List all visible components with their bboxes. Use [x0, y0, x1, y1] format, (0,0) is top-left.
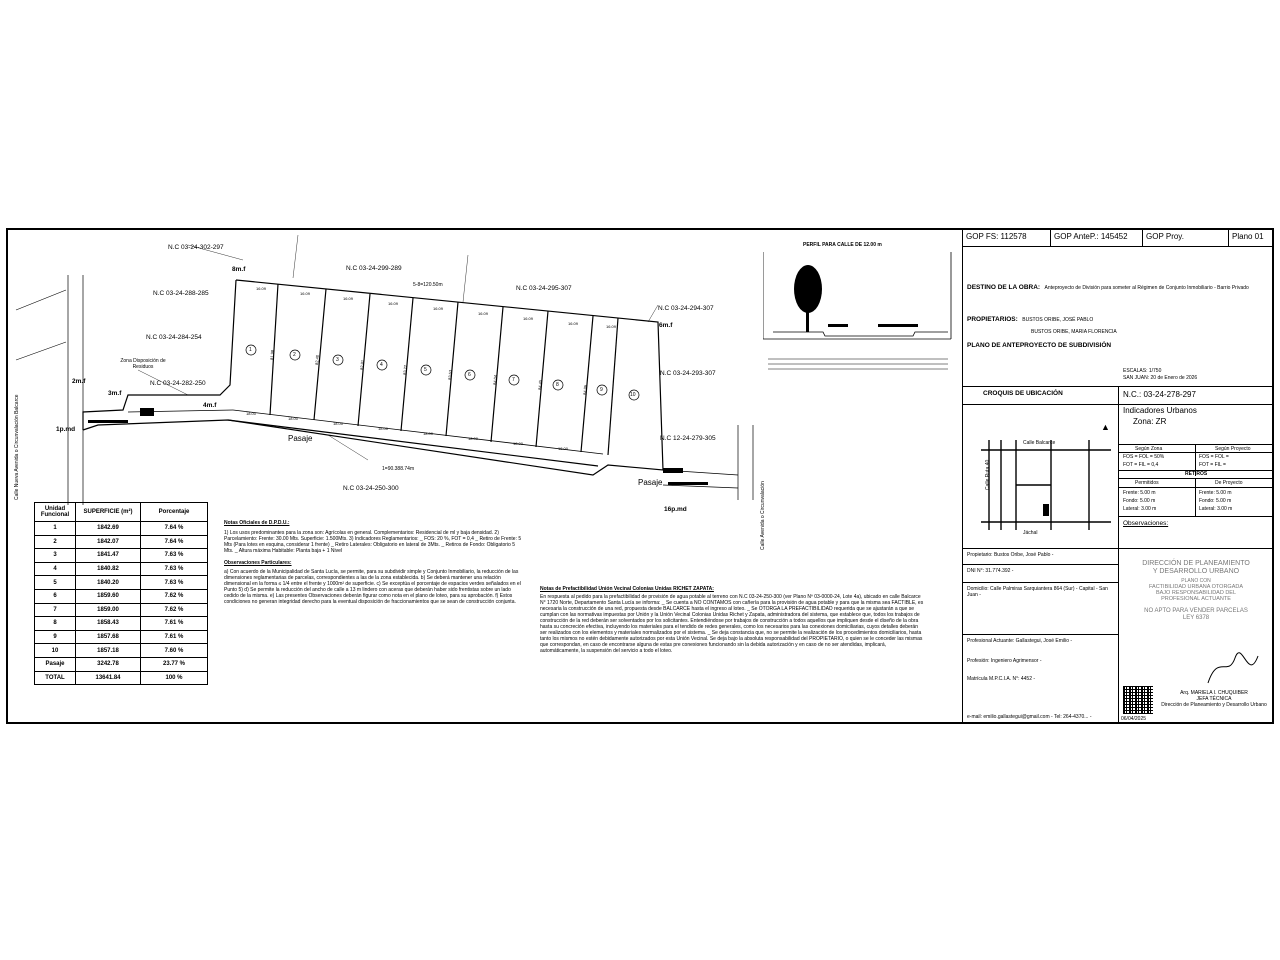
plano-number: Plano 01 [1232, 232, 1264, 241]
notas-dpdu-title: Notas Oficiales de D.P.D.U.: [224, 520, 290, 526]
destino-obra [967, 276, 1267, 294]
nc-top-label: N.C 03-24-302-297 [168, 244, 224, 251]
profesion-line: Profesión: Ingeniero Agrimensor - [967, 658, 1042, 664]
plano-title: PLANO DE ANTEPROYECTO DE SUBDIVISIÓN [967, 342, 1112, 349]
zona-disposicion-label: Zona Disposición de Residuos [120, 358, 166, 370]
table-row [35, 617, 208, 631]
table-cell: 1859.00 [76, 603, 141, 617]
notas-factibilidad-title: Notas de Prefactibilidad Unión Vecinal Colonias Unidas RICHET ZAPATA: [540, 586, 714, 592]
table-cell: 1 [35, 522, 76, 536]
table-row [35, 630, 208, 644]
destino-text: Anteproyecto de División para someter al Régimen de Conjunto Inmobiliario - Barrio Privado [1044, 285, 1249, 291]
lot-2: 2 [293, 352, 296, 358]
table-row [35, 562, 208, 576]
direccion-line-2: Y DESARROLLO URBANO [1152, 568, 1240, 575]
table-cell: 7.61 % [141, 617, 208, 631]
perm-lateral: Lateral: 3.00 m [1123, 506, 1157, 512]
table-cell: 1842.69 [76, 522, 141, 536]
svg-text:16.09: 16.09 [568, 321, 579, 326]
title-block [962, 230, 1274, 724]
propietario-1: BUSTOS ORIBE, JOSÉ PABLO [1022, 317, 1094, 323]
table-row [35, 657, 208, 671]
svg-text:16.09: 16.09 [343, 296, 354, 301]
table-cell: Pasaje [35, 657, 76, 671]
proy-lateral: Lateral: 3.00 m [1199, 506, 1233, 512]
lot-3: 3 [336, 357, 339, 363]
lot-9: 9 [600, 387, 603, 393]
segun-proyecto: Según Proyecto [1215, 446, 1251, 452]
lot-10: 10 [630, 392, 636, 398]
table-row [35, 535, 208, 549]
table-cell: 1840.82 [76, 562, 141, 576]
superficie-table [34, 502, 208, 685]
header-unidad: Unidad Funcional [35, 503, 76, 522]
zona-fot: FOT = FIL = 0,4 [1123, 462, 1159, 468]
street-3: Jáchal [1023, 530, 1038, 536]
table-cell: 7.64 % [141, 522, 208, 536]
table-row [35, 522, 208, 536]
svg-text:18.00: 18.00 [288, 416, 299, 421]
svg-text:83.63: 83.63 [447, 369, 453, 381]
lot-1: 1 [249, 347, 252, 353]
notas-factibilidad [540, 586, 926, 654]
length-label-2: 5-8=120.50m [413, 282, 443, 288]
table-cell: 13641.84 [76, 671, 141, 685]
table-cell: 23.77 % [141, 657, 208, 671]
table-row [35, 549, 208, 563]
propietarios-label: PROPIETARIOS: [967, 316, 1018, 323]
firma-name: Arq. MARIELA I. CHUQUIBER [1180, 690, 1248, 696]
proy-fondo: Fondo: 5.00 m [1199, 498, 1232, 504]
perm-fondo: Fondo: 5.00 m [1123, 498, 1156, 504]
svg-text:82.40: 82.40 [314, 354, 320, 366]
de-proyecto: De Proyecto [1215, 480, 1243, 486]
firma-role: JEFA TÉCNICA [1196, 696, 1232, 702]
direccion-line-7: NO APTO PARA VENDER PARCELAS [1144, 608, 1248, 614]
svg-text:82.81: 82.81 [359, 359, 365, 371]
domicilio-line: Domicilio: Calle Palmiras Sarquiantera 864 (Sur) - Capital - San Juan - [967, 586, 1108, 598]
notas-dpdu-text: 1) Los usos predominantes para la zona son: Agrícolas en general. Complementarios: Residencial de ml y baja densidad. 2) Parcelamiento: Frente: 30.00 Mts. Superficie: 1.500Mts. 3) Indicadores Reglamentarios: _ FOS: 20 %, FOT = 0,4 _ Retiro de Frente: 5 Mts (Para lotes en esquina, considerar 1 frente) _ Retiro Laterales: Obligatorio en lateral de 3Mts. _ Retiros de Fondo: Obligatorio 5 Mts. _ Altura máxima Habitable: Planta baja + 1 Nivel [224, 530, 522, 554]
svg-text:84.04: 84.04 [492, 374, 498, 386]
pasaje-label-2: Pasaje [638, 478, 663, 487]
lot-4: 4 [380, 362, 383, 368]
qr-code-icon [1123, 686, 1153, 714]
header-superficie: SUPERFICIE (m²) [76, 503, 141, 522]
table-cell: 1859.60 [76, 589, 141, 603]
proy-fos: FOS = FOL = [1199, 454, 1229, 460]
signature-drawing [1203, 648, 1263, 688]
table-cell: 6 [35, 589, 76, 603]
nc-label-1: N.C 03-24-299-289 [346, 265, 402, 272]
direccion-line-3: PLANO CON [1181, 578, 1211, 584]
zona: Zona: ZR [1133, 417, 1167, 426]
table-cell: 7.62 % [141, 603, 208, 617]
table-row [35, 589, 208, 603]
lot-6: 6 [468, 372, 471, 378]
table-cell: 1858.43 [76, 617, 141, 631]
nc-bottom-label: N.C 03-24-250-300 [343, 485, 399, 492]
table-cell: 10 [35, 644, 76, 658]
matricula-line: Matrícula M.P.C.I.A. N°: 4452 - [967, 676, 1036, 682]
gop-proy: GOP Proy. [1143, 230, 1229, 246]
gop-antep: GOP AnteP.: 145452 [1051, 230, 1143, 246]
nc-label-3: N.C 03-24-295-307 [516, 285, 572, 292]
table-row [35, 603, 208, 617]
observaciones-title: Observaciones Particulares: [224, 560, 292, 566]
table-cell: 7.61 % [141, 630, 208, 644]
profesional-line: Profesional Actuante: Gallastegui, José Emilio - [967, 638, 1073, 644]
propietario-2: BUSTOS ORIBE, MARIA FLORENCIA [1031, 329, 1117, 335]
svg-text:84.86: 84.86 [582, 384, 588, 396]
nc-number: N.C.: 03-24-278-297 [1123, 390, 1196, 399]
direccion-line-8: LEY 6378 [1182, 615, 1210, 621]
lot-5: 5 [424, 367, 427, 373]
calle-right-label: Calle Avenida o Circunvalación [760, 481, 766, 550]
table-cell: 3242.78 [76, 657, 141, 671]
table-cell: 7.63 % [141, 576, 208, 590]
table-cell: 1857.18 [76, 644, 141, 658]
svg-text:81.98: 81.98 [269, 349, 275, 361]
table-cell: 2 [35, 535, 76, 549]
observaciones: Observaciones: [1123, 520, 1169, 527]
mf-6-label: 6m.f [659, 322, 673, 329]
fecha: SAN JUAN: 20 de Enero de 2026 [1123, 375, 1198, 381]
table-cell: 1857.68 [76, 630, 141, 644]
svg-text:16.09: 16.09 [523, 316, 534, 321]
notas-dpdu [224, 520, 524, 605]
table-cell: 5 [35, 576, 76, 590]
svg-text:18.00: 18.00 [468, 436, 479, 441]
dni-line: DNI N°: 31.774.392 - [967, 568, 1014, 574]
svg-text:18.00: 18.00 [558, 446, 569, 451]
plan-sheet [6, 228, 1274, 724]
pasaje-label-1: Pasaje [288, 434, 313, 443]
svg-text:16.09: 16.09 [388, 301, 399, 306]
svg-text:18.00: 18.00 [246, 411, 257, 416]
direccion-line-1: DIRECCIÓN DE PLANEAMIENTO [1142, 560, 1250, 567]
table-row [35, 576, 208, 590]
stamp-date: 06/04/2025 [1121, 716, 1147, 722]
table-cell: 7 [35, 603, 76, 617]
svg-text:18.00: 18.00 [513, 441, 524, 446]
mf-4-label: 4m.f [203, 402, 217, 409]
indicadores-title: Indicadores Urbanos [1123, 406, 1197, 415]
table-cell: 7.62 % [141, 589, 208, 603]
permitidos: Permitidos [1135, 480, 1159, 486]
table-cell: 1840.20 [76, 576, 141, 590]
svg-text:18.00: 18.00 [423, 431, 434, 436]
propietarios [967, 308, 1267, 335]
location-sketch [971, 430, 1113, 538]
md-1-label: 1p.md [56, 426, 76, 433]
segun-zona: Según Zona [1135, 446, 1163, 452]
table-row [35, 644, 208, 658]
perfil-title: PERFIL PARA CALLE DE 12.00 m [803, 242, 882, 248]
zona-fos: FOS = FOL = 50% [1123, 454, 1165, 460]
croquis-title: CROQUIS DE UBICACIÓN [983, 390, 1063, 397]
calle-left-label: Calle Nueva Avenida o Circunvalación Balcarce [14, 394, 20, 500]
table-cell: 7.63 % [141, 549, 208, 563]
email-line: e-mail: emilio.gallastegui@gmail.com - Tel: 264-4370... - [967, 714, 1092, 720]
north-arrow-icon: ▲ [1101, 422, 1110, 432]
svg-text:83.22: 83.22 [402, 364, 408, 376]
direccion-line-6: PROFESIONAL ACTUANTE [1161, 596, 1231, 602]
table-cell: 7.64 % [141, 535, 208, 549]
proy-fot: FOT = FIL = [1199, 462, 1226, 468]
table-cell: 8 [35, 617, 76, 631]
svg-text:16.09: 16.09 [300, 291, 311, 296]
perm-frente: Frente: 5.00 m [1123, 490, 1156, 496]
svg-text:18.00: 18.00 [333, 421, 344, 426]
table-header-row [35, 503, 208, 522]
firma-dept: Dirección de Planeamiento y Desarrollo Urbano [1161, 702, 1267, 708]
notas-factibilidad-text: En respuesta al pedido para la prefactibilidad de provisión de agua potable al terreno con N.C 03-24-250-300 (ver Plano Nº 03-0000-24, Lote 4a), ubicado en calle Balcarce N° 1720 Norte, Departamento Santa Lucía se informa: _ Se cuenta a NO CONTAMOS con cañería para la provisión de agua potable y para que la misma sea FACTIBLE, es necesaria la construcción de una red, propuesta desde BALCARCE hasta el ingreso al loteo. _ Se OTORGA LA PREFACTIBILIDAD requerida que se ajustarán a que se cumplan con las normativas impuestas por Unión y la Unión Vecinal Colonias Unidas Richet y Zapata, administradora del sistema, que establece que, todos los trabajos de construcción de la red deberán ser solventados por los solicitantes. Entendiéndose por trabajos de construcción a todos aquellos que impliquen desde el diseño de la obra hasta su concreción efectiva, incluyendo los materiales para el tendido de redes generales, como los necesarios para las conexiones domiciliarias, cuyos detalles deberán ser realizados con los elementos y materiales normalizados por el sistema. _ Se deja constancia que, no se permite la realización de los procedimientos domiciliarios, hasta tanto los mismos no estén debidamente autorizados por esta Unión Vecinal. Se deja bajo la absoluta responsabilidad del PROPIETARIO, o quien se le conceder las mismas que correspondan, en caso de encontrarse alguna de estas pre conexiones funcionando sin la debida autorización y en caso de no ser atendidas, implicará, automáticamente, la suspensión del servicio a todo el loteo. [540, 594, 924, 654]
street-2: Calle Ruta 40 [985, 459, 991, 490]
nc-label-4: N.C 03-24-294-307 [658, 305, 714, 312]
escalas: ESCALAS: 1/750 [1123, 368, 1162, 374]
table-cell: 1841.47 [76, 549, 141, 563]
table-cell: 9 [35, 630, 76, 644]
svg-text:16.09: 16.09 [478, 311, 489, 316]
table-cell: 4 [35, 562, 76, 576]
svg-text:84.45: 84.45 [537, 379, 543, 391]
length-label-1: 1=90.388.74m [382, 466, 415, 472]
nc-label-2: N.C 03-24-288-285 [153, 290, 209, 297]
table-row [35, 671, 208, 685]
street-profile-drawing [763, 244, 958, 374]
nc-label-8: N.C 12-24-279-305 [660, 435, 716, 442]
destino-label: DESTINO DE LA OBRA: [967, 284, 1041, 291]
lot-7: 7 [512, 377, 515, 383]
nc-label-5: N.C 03-24-284-254 [146, 334, 202, 341]
nc-label-6: N.C 03-24-282-250 [150, 380, 206, 387]
svg-text:16.09: 16.09 [433, 306, 444, 311]
table-cell: 7.60 % [141, 644, 208, 658]
table-cell: TOTAL [35, 671, 76, 685]
mf-2-label: 2m.f [72, 378, 86, 385]
svg-text:18.00: 18.00 [378, 426, 389, 431]
header-porcentaje: Porcentaje [141, 503, 208, 522]
md-16-label: 16p.md [664, 506, 687, 513]
table-cell: 3 [35, 549, 76, 563]
street-1: Calle Balcarce [1023, 440, 1056, 446]
lot-8: 8 [556, 382, 559, 388]
gop-fs: GOP FS: 112578 [963, 230, 1051, 246]
table-cell: 7.63 % [141, 562, 208, 576]
direccion-block [1121, 560, 1271, 622]
svg-text:16.09: 16.09 [606, 324, 617, 329]
table-cell: 1842.07 [76, 535, 141, 549]
proy-frente: Frente: 5.00 m [1199, 490, 1232, 496]
svg-text:16.09: 16.09 [256, 286, 267, 291]
retiros: RETIROS [1185, 471, 1208, 477]
observaciones-text: a) Con acuerdo de la Municipalidad de Santa Lucía, se permite, para su subdividir simple y Conjunto Inmobiliario, la reducción de las dimensiones reglamentarias de parcelas, correspondientes a las de la zona establecida. b) Se deberá mantener una relación dimensional en la forma ≤ 1/4 entre el frente y 1000m² de superficie. c) Se exceptúa el porcentaje de espacios verdes señalados en el Punto 5) d) Se permite la reducción del ancho de calle a 13 m lindero con aceras que deberán haber sido frentistas sobre un lado cedido de la misma. e) Las presentes Observaciones deberán figurar como nota en el plano de loteo, para su aprobación. f) Estos condiciones no generan integridad derecho para la eventual disposición de fraccionamientos que se sean de construcción conjunta. [224, 569, 521, 605]
mf-3-label: 3m.f [108, 390, 122, 397]
nc-label-7: N.C 03-24-293-307 [660, 370, 716, 377]
direccion-line-5: BAJO RESPONSABILIDAD DEL [1155, 590, 1237, 596]
table-cell: 100 % [141, 671, 208, 685]
mf-8-label: 8m.f [232, 266, 246, 273]
direccion-line-4: FACTIBILIDAD URBANA OTORGADA [1148, 584, 1244, 590]
propietario-line: Propietario: Bustos Oribe, José Pablo - [967, 552, 1054, 558]
